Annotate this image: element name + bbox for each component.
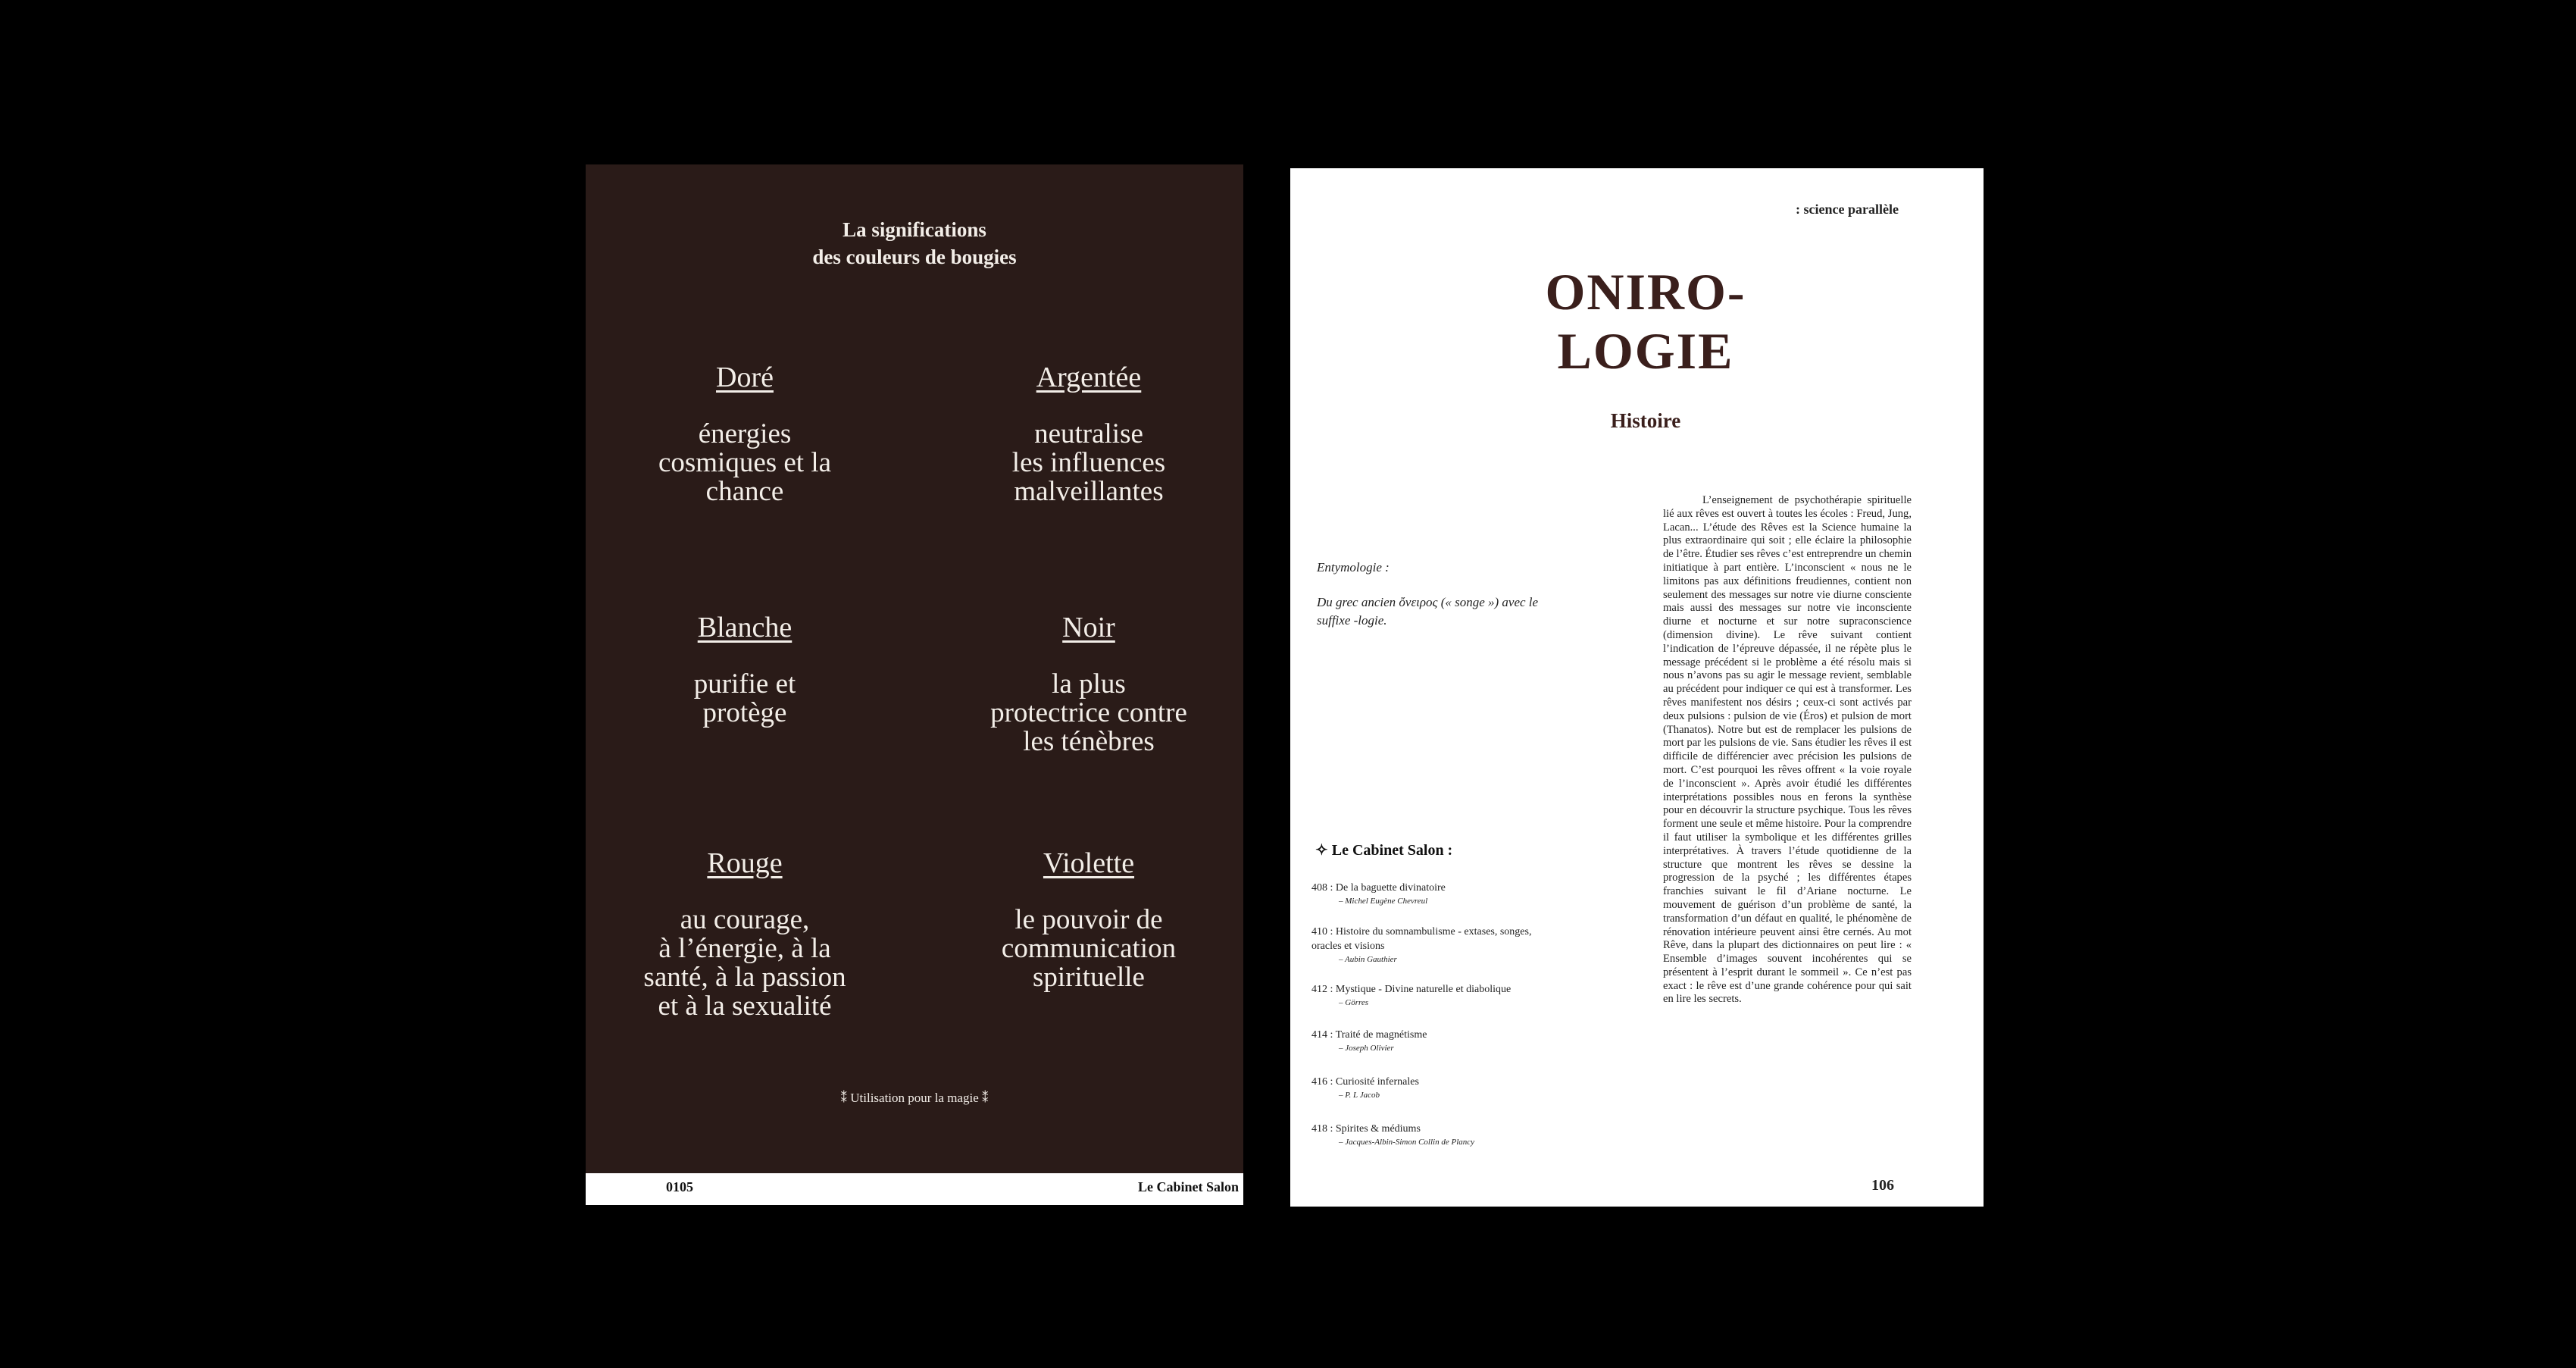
item-author: – Aubin Gauthier [1339, 955, 1397, 964]
candle-description [586, 670, 904, 728]
candle-name: Blanche [697, 612, 792, 643]
candle-violette [930, 847, 1248, 992]
right-page-number: 106 [1871, 1177, 1894, 1194]
section-rubric: : science parallèle [1796, 202, 1899, 217]
desc-line: malveillantes [1014, 476, 1164, 507]
desc-line: purifie et [693, 668, 796, 700]
desc-line: santé, à la passion [643, 962, 846, 993]
article-title [1490, 262, 1802, 380]
desc-line: les influences [1011, 447, 1166, 478]
list-item [1311, 1122, 1562, 1148]
item-author: – Joseph Olivier [1339, 1044, 1394, 1053]
item-text: 416 : Curiosité infernales [1311, 1076, 1419, 1088]
candle-description [930, 420, 1248, 506]
etymology-block [1317, 559, 1574, 646]
item-author: – Görres [1339, 998, 1369, 1007]
candle-description [586, 906, 904, 1021]
item-author: – P. L Jacob [1339, 1091, 1380, 1100]
desc-line: les ténèbres [1023, 726, 1155, 757]
title-line-1: ONIRO- [1545, 263, 1746, 321]
candle-name: Rouge [707, 847, 783, 879]
desc-line: le pouvoir de [1014, 904, 1163, 935]
left-page-number: 0105 [666, 1179, 693, 1194]
desc-line: protège [702, 697, 787, 728]
item-author: – Jacques-Albin-Simon Collin de Plancy [1339, 1138, 1475, 1147]
title-line-2: LOGIE [1557, 322, 1734, 380]
heading-line-2: des couleurs de bougies [812, 246, 1017, 268]
candle-colors-heading [586, 216, 1243, 271]
desc-line: au courage, [680, 904, 810, 935]
desc-line: spirituelle [1033, 962, 1145, 993]
list-item [1311, 1075, 1562, 1101]
candle-argentee [930, 361, 1248, 506]
desc-line: communication [1001, 933, 1177, 964]
candle-name: Noir [1062, 612, 1115, 643]
cabinet-salon-title: ✧ Le Cabinet Salon : [1315, 842, 1453, 859]
heading-line-1: La significations [843, 218, 986, 241]
list-item [1311, 881, 1562, 907]
desc-line: neutralise [1034, 418, 1143, 449]
etymology-label: Entymologie : [1317, 560, 1390, 574]
desc-line: cosmiques et la [658, 447, 832, 478]
etymology-text: Du grec ancien ὄνειρος (« songe ») avec le suffixe -logie. [1317, 595, 1539, 628]
candle-name: Violette [1043, 847, 1135, 879]
desc-line: protectrice contre [990, 697, 1187, 728]
candle-description [930, 670, 1248, 756]
item-author: – Michel Eugène Chevreul [1339, 897, 1428, 906]
candle-noir [930, 611, 1248, 756]
item-text: 408 : De la baguette divinatoire [1311, 882, 1446, 894]
item-text: 412 : Mystique - Divine naturelle et diabolique [1311, 984, 1512, 995]
desc-line: et à la sexualité [658, 991, 832, 1022]
publication-name: Le Cabinet Salon [1137, 1179, 1239, 1194]
candle-name: Argentée [1036, 362, 1142, 393]
item-text: 418 : Spirites & médiums [1311, 1123, 1421, 1135]
candle-blanche [586, 611, 904, 728]
desc-line: la plus [1052, 668, 1126, 700]
candle-name: Doré [716, 362, 774, 393]
candle-dore [586, 361, 904, 506]
desc-line: chance [705, 476, 784, 507]
magic-usage-note: ⁑ Utilisation pour la magie ⁑ [840, 1091, 989, 1105]
item-text: 410 : Histoire du somnambulisme - extases, songes, oracles et visions [1311, 926, 1532, 952]
article-subtitle: Histoire [1610, 409, 1681, 432]
article-body: L’enseignement de psychothérapie spirituelle lié aux rêves est ouvert à toutes les écoles : Freud, Jung, Lacan... L’étude des Rêves est la Science humaine la plus extraordinaire qui soit ; elle éclaire la philosophie de l’être. Étudier ses rêves c’est entreprendre un chemin initiatique à part entière. L’inconscient « nous ne le limitons pas aux définitions freudiennes, contient non seulement des messages sur notre vie diurne consciente mais aussi des messages sur notre vie inconsciente diurne et nocturne et sur notre supraconscience (dimension divine). Le rêve suivant contient l’indication de l’épreuve dépassée, il ne répète plus le message précédent si le problème a été résolu mais si nous n’avons pas su agir le message revient, semblable au précédent pour indiquer ce qui est à transformer. Les rêves manifestent nos désirs ; ceux-ci sont activés par deux pulsions : pulsion de vie (Éros) et pulsion de mort (Thanatos). Notre but est de remplacer les pulsions de mort par les pulsions de vie. Sans étudier les rêves il est difficile de différencier avec précision les pulsions de mort. C’est pourquoi les rêves offrent « la voie royale de l’inconscient ». Après avoir étudié les différentes interprétations possibles nous en ferons la synthèse pour en découvrir la structure psychique. Tous les rêves forment une seule et même histoire. Pour la comprendre il faut utiliser la symbolique et les différentes grilles interprétatives. À travers l’étude quotidienne de la structure que montrent les rêves se dessine la progression de la psyché ; les différentes étapes franchies suivant le fil d’Ariane nocturne. Le mouvement de guérison d’un problème de santé, la transformation d’un défaut en qualité, le phénomène de rénovation intérieure peuvent ainsi être cernés. Au mot Rêve, dans la plupart des dictionnaires on peut lire : « Ensemble d’images souvent incohérentes qui se présentent à l’esprit durant le sommeil ». Ce n’est pas exact : le rêve est d’une grande cohérence pour qui sait en lire les secrets. [1663, 494, 1912, 1006]
candle-rouge [586, 847, 904, 1021]
right-page [1290, 168, 1984, 1207]
left-page [586, 164, 1243, 1205]
list-item [1311, 1028, 1562, 1054]
list-item [1311, 925, 1562, 966]
list-item [1311, 982, 1562, 1009]
candle-description [586, 420, 904, 506]
desc-line: énergies [698, 418, 792, 449]
item-text: 414 : Traité de magnétisme [1311, 1029, 1427, 1041]
left-page-footer [586, 1173, 1243, 1205]
candle-description [930, 906, 1248, 992]
desc-line: à l’énergie, à la [658, 933, 831, 964]
